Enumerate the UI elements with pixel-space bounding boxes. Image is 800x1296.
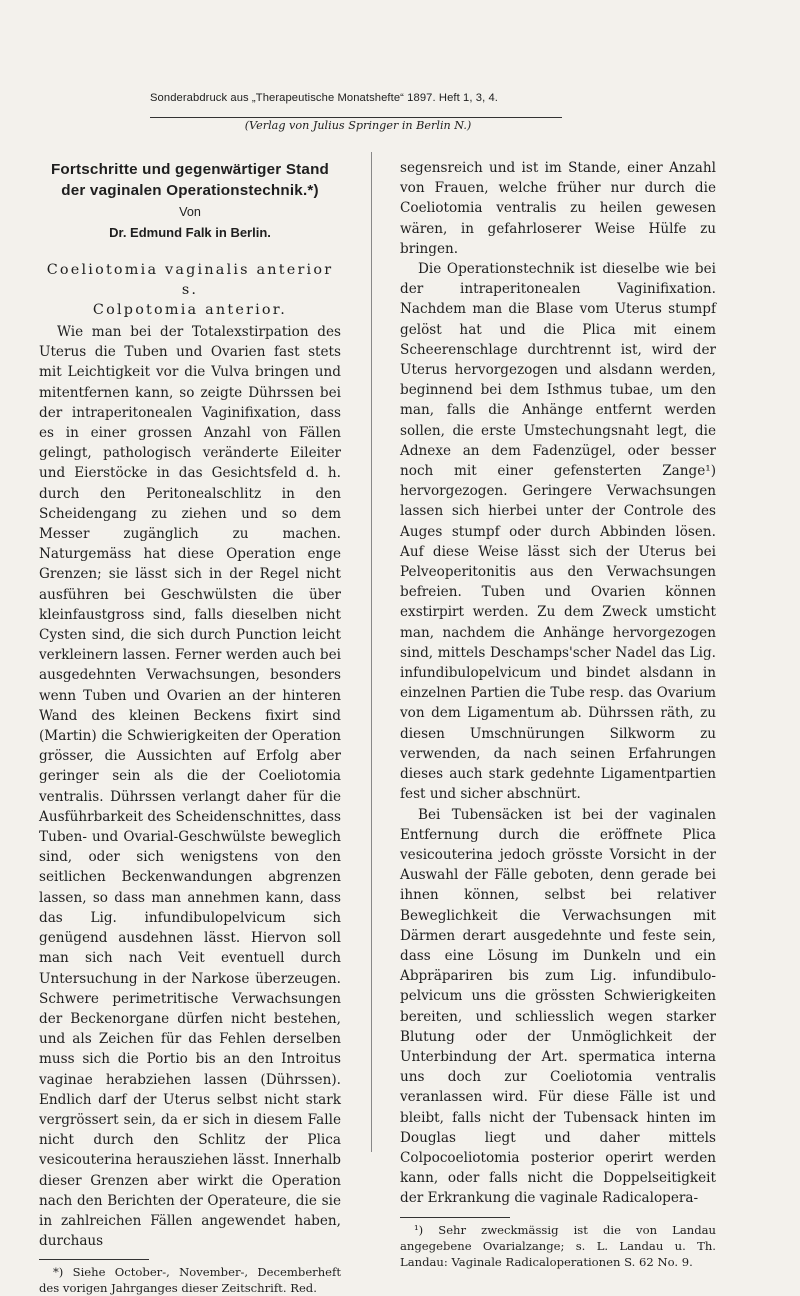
footnote-right: ¹) Sehr zweckmässig ist die von Landau angegebene Ovarialzange; s. L. Landau u. Th. Landau: Vaginale Radicaloperationen S. 62 No. 9. <box>400 1222 716 1269</box>
column-divider <box>371 152 372 1152</box>
footnote-left: *) Siehe October-, November-, Decemberheft des vorigen Jahrganges dieser Zeitschrift. Red. <box>39 1265 341 1296</box>
author-name: Dr. Edmund Falk in Berlin. <box>109 225 271 240</box>
offprint-header: Sonderabdruck aus „Therapeutische Monatshefte“ 1897. Heft 1, 3, 4. <box>150 92 499 104</box>
section-heading-line-1: Coeliotomia vaginalis anterior s. <box>46 262 334 298</box>
article-title-line-1: Fortschritte und gegenwärtiger Stand <box>50 161 330 178</box>
header-rule <box>150 117 562 118</box>
footnote-rule-right <box>400 1217 510 1218</box>
left-paragraph-1: Wie man bei der Totalexstirpation des Uterus die Tuben und Ovarien fast stets mit Leichtigkeit vor die Vulva bringen und mitentfernen kann, so zeigte Dührssen bei der intraperitonealen Vaginifixation, dass es in einer grossen Anzahl von Fällen gelingt, pathologisch veränderte Eileiter und Eierstöcke in das Gesichtsfeld d. h. durch den Peritonealschlitz in den Scheidengang zu ziehen und so dem Messer zugänglich zu machen. Naturgemäss hat diese Operation enge Grenzen; sie lässt sich in der Regel nicht ausführen bei Geschwülsten die über kleinfaustgross sind, falls dieselben nicht Cysten sind, die sich durch Punction leicht verkleinern lassen. Ferner werden auch bei ausgedehnten Verwachsungen, besonders wenn Tuben und Ovarien an der hinteren Wand des kleinen Beckens fixirt sind (Martin) die Schwierigkeiten der Operation grösser, die Aussichten auf Erfolg aber geringer sein als die der Coeliotomia ventralis. Dührssen verlangt daher für die Ausführbarkeit des Scheidenschnittes, dass Tuben- und Ovarial-Geschwülste beweglich sind, oder sich wenigstens von den seitlichen Beckenwandungen abgrenzen lassen, so dass man annehmen kann, dass das Lig. infundibulopelvicum sich genügend ausdehnen lässt. Hiervon soll man sich nach Veit eventuell durch Untersuchung in der Narkose überzeugen. Schwere perimetritische Verwachsungen der Beckenorgane dürfen nicht bestehen, und als Zeichen für das Fehlen derselben muss sich die Portio bis an den Introitus vaginae herabziehen lassen (Dührssen). Endlich darf der Uterus selbst nicht stark vergrössert sein, da er sich in diesem Falle nicht durch den Schlitz der Plica vesicouterina herausziehen lässt. Innerhalb dieser Grenzen aber wirkt die Operation nach den Berichten der Operateure, die sie in zahlreichen Fällen angewendet haben, durchaus <box>39 324 341 1250</box>
article-title-line-2: der vaginalen Operationstechnik.*) <box>61 182 319 199</box>
right-paragraph-3: Bei Tubensäcken ist bei der vaginalen Entfernung durch die eröffnete Plica vesicouterina jedoch grösste Vorsicht in der Auswahl der Fälle geboten, denn gerade bei ihnen können, selbst bei relativer Beweglichkeit die Verwachsungen mit Därmen derart ausgedehnte und feste sein, dass eine Lösung im Dunkeln und ein Abpräpariren bis zum Lig. infundibulo-pelvicum uns die grössten Schwierigkeiten bereiten, und schliesslich wegen starker Blutung oder der Unmöglichkeit der Unterbindung der Art. spermatica interna uns doch zur Coeliotomia ventralis veranlassen wird. Für diese Fälle ist und bleibt, falls nicht der Tubensack hinten im Douglas liegt und daher mittels Colpocoeliotomia posterior operirt werden kann, oder falls nicht die Doppelseitigkeit der Erkrankung die vaginale Radicalopera- <box>400 806 716 1207</box>
left-column <box>39 158 341 1296</box>
publisher-line: (Verlag von Julius Springer in Berlin N.) <box>244 119 472 132</box>
right-column <box>400 158 716 1270</box>
footnote-rule <box>39 1259 149 1260</box>
section-heading-line-2: Colpotomia anterior. <box>92 302 288 318</box>
byline-von: Von <box>179 205 201 219</box>
right-paragraph-1: segensreich und ist im Stande, einer Anzahl von Frauen, welche früher nur durch die Coeliotomia ventralis zu heilen gewesen wären, in gefahrloserer Weise Hülfe zu bringen. <box>400 160 716 257</box>
right-paragraph-2: Die Operationstechnik ist dieselbe wie bei der intraperitonealen Vaginifixation. Nachdem man die Blase vom Uterus stumpf gelöst hat und die Plica mit einem Scheerenschlage durchtrennt ist, wird der Uterus hervorgezogen und alsdann werden, beginnend bei dem Isthmus tubae, um den man, falls die Anhänge entfernt werden sollen, die erste Umstechungsnaht legt, die Adnexe an dem Fadenzügel, oder besser noch mit einer gefensterten Zange¹) hervorgezogen. Geringere Verwachsungen lassen sich hierbei unter der Controle des Auges stumpf oder durch Abbinden lösen. Auf diese Weise lässt sich der Uterus bei Pelveoperitonitis aus den Verwachsungen befreien. Tuben und Ovarien können exstirpirt werden. Zu dem Zweck umsticht man, nachdem die Anhänge hervorgezogen sind, mittels Deschamps'scher Nadel das Lig. infundibulopelvicum und bindet alsdann in einzelnen Partien die Tube resp. das Ovarium von dem Ligamentum ab. Dührssen räth, zu diesen Umschnürungen Silkworm zu verwenden, da nach seinen Erfahrungen dieses auch stark gedehnte Ligamentpartien fest und sicher abschnürt. <box>400 261 716 803</box>
